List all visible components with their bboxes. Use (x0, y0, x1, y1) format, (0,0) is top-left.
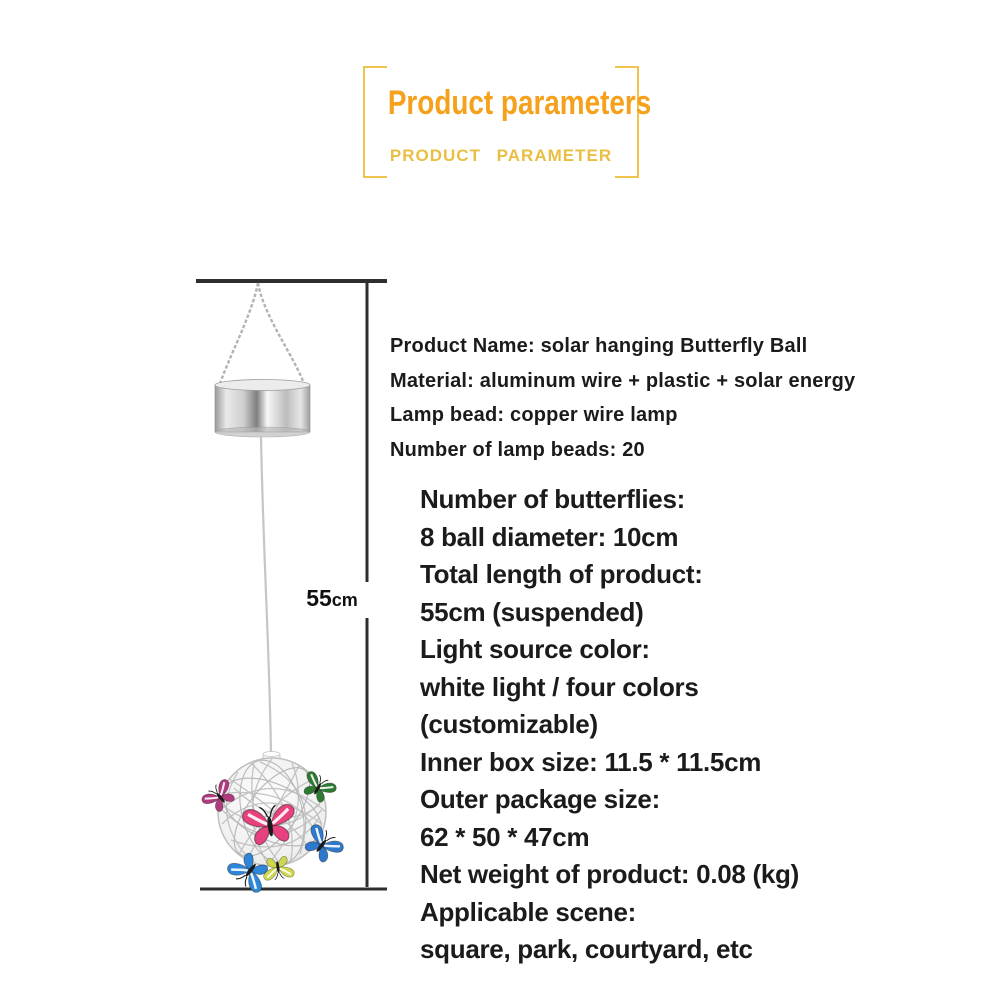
aluminum-wire-ball (212, 753, 332, 871)
basic-specs-block (390, 329, 890, 467)
spec-line: Applicable scene: (420, 896, 636, 927)
spec-line: 62 * 50 * 47cm (420, 821, 590, 852)
spec-line: Outer package size: (420, 784, 660, 814)
solar-panel-cylinder (215, 380, 310, 438)
spec-line: square, park, courtyard, etc (420, 934, 753, 964)
spec-line-lamp-bead: Lamp bead: copper wire lamp (390, 404, 678, 426)
product-illustration (150, 260, 410, 920)
spec-line: Net weight of product: 0.08 (kg) (420, 859, 799, 889)
butterfly-ball-lamp-drawing (150, 260, 410, 920)
spec-line: 8 ball diameter: 10cm (420, 521, 679, 552)
spec-line: Inner box size: 11.5 * 11.5cm (420, 746, 762, 777)
header (363, 58, 652, 182)
spec-line: Number of butterflies: (420, 484, 685, 514)
spec-line: Light source color: (420, 634, 650, 664)
spec-line: 55cm (suspended) (420, 596, 644, 627)
spec-line-product-name: Product Name: solar hanging Butterfly Ball (390, 335, 808, 357)
spec-line-material: Material: aluminum wire + plastic + solar energy (390, 369, 856, 392)
detail-specs-block (420, 481, 900, 969)
dimension-label: 55cm (306, 585, 358, 611)
spec-line: Total length of product: (420, 559, 703, 589)
hanging-chain (218, 283, 305, 390)
hanging-wire (261, 436, 271, 758)
page-subtitle: PRODUCT PARAMETER (389, 146, 613, 165)
spec-line: (customizable) (420, 709, 598, 739)
spec-line: white light / four colors (420, 671, 699, 702)
page-title: Product parameters (387, 84, 652, 122)
spec-line-lamp-bead-count: Number of lamp beads: 20 (390, 438, 645, 461)
